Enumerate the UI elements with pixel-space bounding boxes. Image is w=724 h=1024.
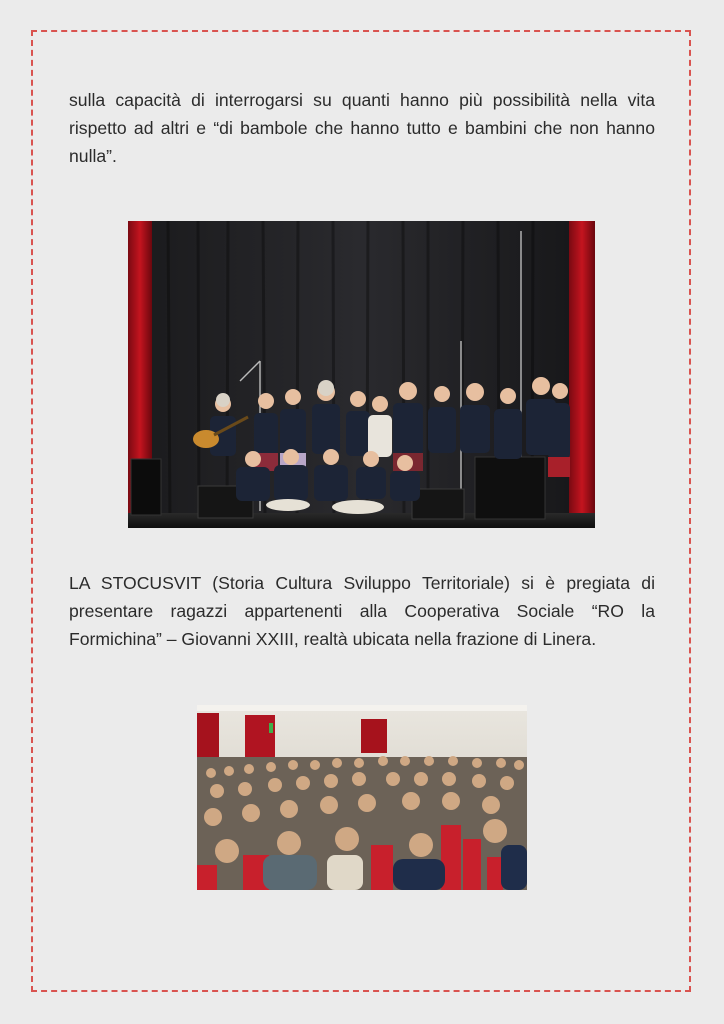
stage-performers-photo	[128, 221, 595, 528]
audience-theatre-photo	[197, 705, 527, 890]
paragraph-intro: sulla capacità di interrogarsi su quanti hanno più possibilità nella vita rispetto ad altri e “di bambole che hanno tutto e bambini che non hanno nulla”.	[69, 90, 655, 166]
paragraph-stocusvit: LA STOCUSVIT (Storia Cultura Sviluppo Territoriale) si è pregiata di presentare ragazzi appartenenti alla Cooperativa Sociale “RO la Formichina” – Giovanni XXIII, realtà ubicata nella frazione di Linera.	[69, 573, 655, 649]
